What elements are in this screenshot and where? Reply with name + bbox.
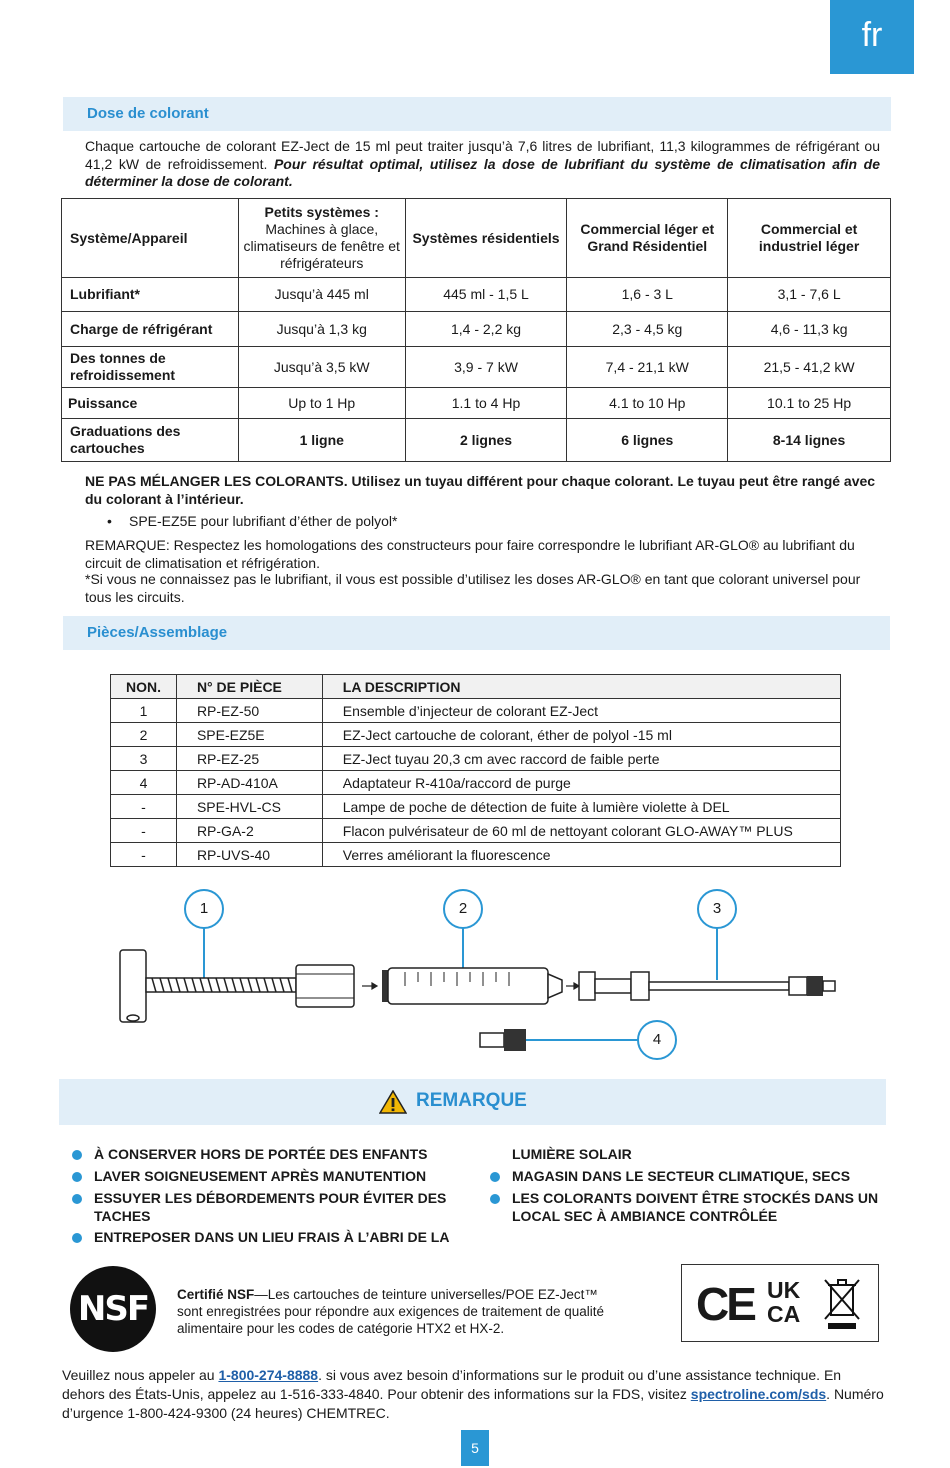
parts-table — [110, 674, 841, 867]
callout-3: 3 — [697, 889, 737, 929]
spec-cell: 7,4 - 21,1 kW — [567, 347, 728, 388]
spec-header-cell: Machines à glace, climatiseurs de fenêtre et réfrigérateurs — [243, 221, 400, 271]
spec-cell: 21,5 - 41,2 kW — [728, 347, 891, 388]
parts-cell: Lampe de poche de détection de fuite à lumière violette à DEL — [322, 795, 840, 819]
ukca-mark-ca: CA — [767, 1301, 801, 1327]
safety-item — [512, 1190, 882, 1225]
bullet-dot — [490, 1172, 500, 1182]
ukca-mark-uk: UK — [767, 1277, 801, 1303]
parts-header-cell: N° DE PIÈCE — [176, 675, 322, 699]
cartridge-thread — [382, 970, 388, 1002]
safety-item-text: ENTREPOSER DANS UN LIEU FRAIS À L’ABRI DE LA — [94, 1229, 450, 1245]
safety-item-text: LAVER SOIGNEUSEMENT APRÈS MANUTENTION — [94, 1168, 427, 1184]
spec-cell: Jusqu’à 1,3 kg — [238, 312, 405, 347]
spec-header-cell: Commercial et industriel léger — [728, 199, 891, 278]
parts-cell: Flacon pulvérisateur de 60 ml de nettoyant colorant GLO-AWAY™ PLUS — [322, 819, 840, 843]
cartridge-tip — [548, 974, 562, 998]
callout-2: 2 — [443, 889, 483, 929]
spec-cell: 1,6 - 3 L — [567, 278, 728, 312]
bullet-dot — [72, 1194, 82, 1204]
spec-row-label: Des tonnes de refroidissement — [62, 347, 239, 388]
spec-row-label: Graduations des cartouches — [62, 419, 239, 462]
arrow-icon — [566, 983, 579, 989]
safety-item-text: À CONSERVER HORS DE PORTÉE DES ENFANTS — [94, 1146, 428, 1162]
parts-cell: RP-UVS-40 — [176, 843, 322, 867]
parts-cell: RP-EZ-25 — [176, 747, 322, 771]
nsf-bold: Certifié NSF — [177, 1287, 255, 1302]
dye-bullet-text: SPE-EZ5E pour lubrifiant d’éther de polyol* — [129, 513, 398, 529]
spec-header-row — [62, 199, 891, 278]
spec-header-cell: Commercial léger et Grand Résidentiel — [567, 199, 728, 278]
dye-cartridge — [388, 968, 548, 1004]
parts-cell: SPE-HVL-CS — [176, 795, 322, 819]
spec-cell: 2 lignes — [405, 419, 567, 462]
spec-cell: 2,3 - 4,5 kg — [567, 312, 728, 347]
parts-header-cell: LA DESCRIPTION — [322, 675, 840, 699]
spec-header-cell: Système/Appareil — [62, 199, 239, 278]
parts-cell: RP-AD-410A — [176, 771, 322, 795]
phone-link[interactable]: 1-800-274-8888 — [218, 1367, 319, 1383]
parts-cell: RP-GA-2 — [176, 819, 322, 843]
spec-cell: 3,1 - 7,6 L — [728, 278, 891, 312]
hose-fitting — [579, 972, 595, 1000]
spec-cell: 6 lignes — [567, 419, 728, 462]
parts-cell: Verres améliorant la fluorescence — [322, 843, 840, 867]
spec-cell: 1,4 - 2,2 kg — [405, 312, 567, 347]
spec-row — [62, 347, 891, 388]
remarque-banner — [59, 1079, 886, 1125]
spec-cell: Up to 1 Hp — [238, 388, 405, 419]
fitting-knurl — [807, 976, 823, 996]
bullet-dot — [72, 1233, 82, 1243]
hose-nut — [631, 972, 649, 1000]
spec-row-label: Charge de réfrigérant — [62, 312, 239, 347]
dose-paragraph — [85, 138, 880, 191]
spec-cell: 10.1 to 25 Hp — [728, 388, 891, 419]
warning-icon — [379, 1090, 407, 1114]
parts-cell: EZ-Ject cartouche de colorant, éther de polyol -15 ml — [322, 723, 840, 747]
bullet-dot — [72, 1150, 82, 1160]
parts-row — [111, 795, 841, 819]
parts-cell: 1 — [111, 699, 177, 723]
dose-text-italic: Pour résultat optimal, utilisez la dose de lubrifiant du système de climatisation afin de déterminer la dose de colorant. — [85, 155, 881, 189]
injector-nut — [296, 965, 354, 1007]
parts-cell: - — [111, 843, 177, 867]
callout-4: 4 — [637, 1020, 677, 1060]
page-number: 5 — [461, 1430, 489, 1466]
bullet-mark: • — [107, 513, 112, 529]
safety-item — [94, 1190, 484, 1225]
parts-row — [111, 771, 841, 795]
safety-item — [512, 1168, 882, 1186]
spec-cell: Jusqu’à 3,5 kW — [238, 347, 405, 388]
injector-handle — [120, 950, 146, 1022]
dose-text: Chaque cartouche de colorant EZ-Ject de 15 ml peut traiter jusqu’à 7,6 litres de lubrifiant, 11,3 kilogrammes de réfrigérant ou 41,2 kW de refroidissement. — [85, 138, 880, 172]
footnote: *Si vous ne connaissez pas le lubrifiant, il vous est possible d’utilisez les doses AR-GLO® en tant que colorant universel pour tous les circuits. — [85, 571, 861, 605]
low-loss-fitting — [789, 977, 807, 995]
nsf-logo: NSF — [70, 1266, 156, 1352]
spec-header-cell: Petits systèmes : Machines à glace, climatiseurs de fenêtre et réfrigérateurs — [238, 199, 405, 278]
bullet-dot — [72, 1172, 82, 1182]
spec-row — [62, 312, 891, 347]
spec-row-label: Lubrifiant* — [62, 278, 239, 312]
contact-text: . si vous avez besoin d’informations sur le produit ou d’une assistance technique. En dehors des États-Unis, appelez au 1-516-333-4840. Pour obtenir des informations sur la FDS, visitez — [62, 1367, 842, 1402]
spec-row — [62, 419, 891, 462]
parts-cell: SPE-EZ5E — [176, 723, 322, 747]
parts-row — [111, 843, 841, 867]
parts-cell: RP-EZ-50 — [176, 699, 322, 723]
contact-info — [62, 1366, 887, 1423]
parts-cell: - — [111, 819, 177, 843]
ce-mark: CE — [696, 1278, 754, 1330]
spec-cell: 8-14 lignes — [728, 419, 891, 462]
safety-item — [94, 1229, 484, 1247]
spec-row — [62, 388, 891, 419]
parts-cell: 2 — [111, 723, 177, 747]
bullet-dot — [490, 1194, 500, 1204]
parts-row — [111, 699, 841, 723]
remarque-note: REMARQUE: Respectez les homologations des constructeurs pour faire correspondre le lubrifiant AR-GLO® au lubrifiant du circuit de climatisation et réfrigération. — [85, 537, 855, 571]
parts-cell: - — [111, 795, 177, 819]
language-tab: fr — [830, 0, 914, 74]
dose-spec-table — [61, 198, 891, 462]
contact-text: . Numéro d’urgence 1-800-424-9300 (24 heures) CHEMTREC. — [62, 1386, 884, 1421]
parts-header-row — [111, 675, 841, 699]
safety-item-text: LES COLORANTS DOIVENT ÊTRE STOCKÉS DANS UN LOCAL SEC À AMBIANCE CONTRÔLÉE — [512, 1190, 879, 1224]
parts-cell: Adaptateur R-410a/raccord de purge — [322, 771, 840, 795]
spec-row-label: Puissance — [62, 388, 239, 419]
spec-cell: Jusqu’à 445 ml — [238, 278, 405, 312]
section-heading-parts: Pièces/Assemblage — [63, 616, 890, 650]
parts-row — [111, 819, 841, 843]
safety-item — [94, 1168, 484, 1186]
spec-cell: 1 ligne — [238, 419, 405, 462]
weee-bin-icon — [822, 1277, 862, 1331]
certification-marks — [681, 1264, 879, 1342]
spec-cell: 4.1 to 10 Hp — [567, 388, 728, 419]
arrow-icon — [362, 983, 377, 989]
hose — [649, 982, 789, 990]
no-mix-warning: NE PAS MÉLANGER LES COLORANTS. Utilisez un tuyau différent pour chaque colorant. Le tuyau peut être rangé avec du colorant à l’intérieur. — [85, 473, 876, 507]
parts-row — [111, 723, 841, 747]
contact-text: Veuillez nous appeler au — [62, 1367, 219, 1383]
callout-1: 1 — [184, 889, 224, 929]
safety-item — [94, 1146, 484, 1164]
remarque-title: REMARQUE — [416, 1090, 527, 1111]
parts-cell: 4 — [111, 771, 177, 795]
parts-header-cell: NON. — [111, 675, 177, 699]
hose-coupler — [595, 979, 631, 993]
parts-row — [111, 747, 841, 771]
spec-cell: 3,9 - 7 kW — [405, 347, 567, 388]
spec-header-cell: Systèmes résidentiels — [405, 199, 567, 278]
parts-cell: Ensemble d’injecteur de colorant EZ-Ject — [322, 699, 840, 723]
sds-link[interactable]: spectroline.com/sds — [690, 1386, 827, 1402]
safety-item-continued: LUMIÈRE SOLAIR — [512, 1146, 632, 1162]
fitting-tip — [823, 981, 835, 991]
parts-cell: EZ-Ject tuyau 20,3 cm avec raccord de faible perte — [322, 747, 840, 771]
adapter-body — [480, 1033, 504, 1047]
safety-item-text: ESSUYER LES DÉBORDEMENTS POUR ÉVITER DES TACHES — [94, 1190, 447, 1224]
safety-item-text: MAGASIN DANS LE SECTEUR CLIMATIQUE, SECS — [512, 1168, 851, 1184]
section-heading-dose: Dose de colorant — [63, 97, 891, 131]
adapter-knurl — [504, 1029, 526, 1051]
nsf-statement — [177, 1286, 617, 1337]
parts-cell: 3 — [111, 747, 177, 771]
spec-cell: 1.1 to 4 Hp — [405, 388, 567, 419]
spec-cell: 4,6 - 11,3 kg — [728, 312, 891, 347]
spec-row — [62, 278, 891, 312]
spec-cell: 445 ml - 1,5 L — [405, 278, 567, 312]
nsf-text: —Les cartouches de teinture universelles/POE EZ-Ject™ sont enregistrées pour répondre aux exigences de traitement de qualité alimentaire pour les codes de catégorie HTX2 et HX-2. — [177, 1287, 605, 1336]
